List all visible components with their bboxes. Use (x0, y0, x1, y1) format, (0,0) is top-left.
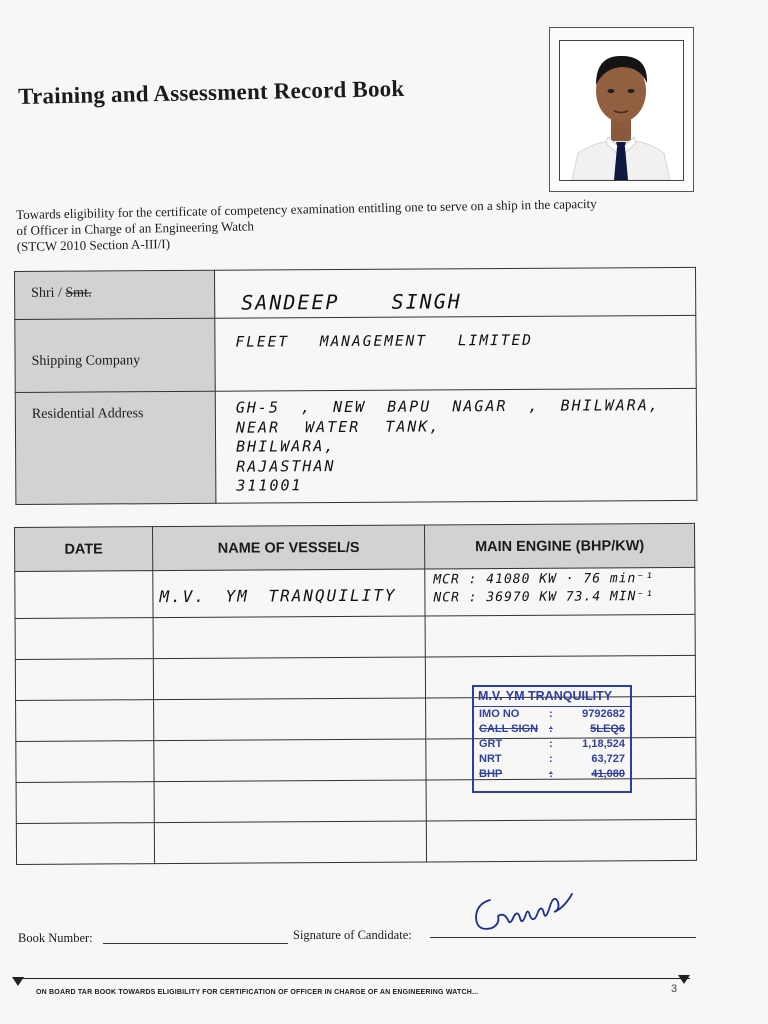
address-value-cell (215, 388, 697, 503)
address-value (236, 391, 697, 496)
empty-cell (426, 819, 696, 862)
cell-vessel (153, 569, 425, 618)
signature-label: Signature of Candidate: (293, 928, 412, 942)
intro-line: of Officer in Charge of an Engineering Watch (16, 218, 255, 238)
empty-cell (16, 741, 154, 783)
cell-date (15, 571, 153, 619)
empty-cell (154, 698, 426, 741)
vessel-name: M.V. YM TRANQUILITY (159, 585, 397, 607)
intro-line: Towards eligibility for the certificate of competency examination entitling one to serve on a ship in the capacity (16, 195, 597, 222)
empty-cell (15, 618, 153, 660)
footer-arrow-right-icon (678, 975, 690, 984)
stamp-key: CALL SIGN (479, 723, 539, 735)
empty-cell (16, 782, 154, 824)
intro-line: (STCW 2010 Section A-III/I) (16, 236, 171, 254)
stamp-key: IMO NO (479, 708, 520, 720)
stamp-title: M.V. YM TRANQUILITY (474, 687, 630, 707)
stamp-key: NRT (479, 753, 502, 765)
address-line: RAJASTHAN (236, 456, 336, 476)
stamp-key: GRT (479, 738, 503, 750)
empty-cell (153, 616, 425, 659)
name-label-cell (15, 270, 215, 319)
stamp-sep: : (549, 723, 553, 735)
company-name: FLEET MANAGEMENT LIMITED (235, 332, 534, 351)
address-line: GH-5 , NEW BAPU NAGAR , BHILWARA, (235, 396, 660, 417)
book-number-line (103, 943, 288, 944)
empty-cell (154, 821, 426, 864)
cell-engine (425, 567, 695, 616)
footer-rule (16, 978, 690, 979)
personal-details-table (14, 267, 697, 505)
stamp-sep: : (549, 768, 553, 780)
stamp-value: 63,727 (591, 753, 625, 765)
address-line: NEAR WATER TANK, (235, 416, 441, 437)
stamp-row (474, 737, 630, 752)
engine-mcr: MCR : 41080 KW · 76 min⁻¹ (433, 571, 655, 588)
candidate-photo (559, 40, 684, 181)
empty-cell (154, 739, 426, 782)
photo-frame (549, 27, 694, 192)
header-engine: MAIN ENGINE (BHP/KW) (424, 523, 694, 569)
engine-ncr: NCR : 36970 KW 73.4 MIN⁻¹ (433, 589, 655, 606)
stamp-value: 5LEQ6 (590, 723, 625, 735)
stamp-sep: : (549, 753, 553, 765)
address-label: Residential Address (31, 406, 144, 422)
name-label: Shri / Smt. (31, 285, 92, 301)
stamp-row (474, 752, 630, 767)
company-label-cell (15, 318, 215, 392)
stamp-value: 9792682 (582, 708, 625, 720)
stamp-value: 1,18,524 (582, 738, 625, 750)
ship-stamp (472, 685, 632, 793)
company-value-cell (215, 315, 696, 391)
candidate-signature (468, 886, 578, 943)
footer-arrow-left-icon (12, 977, 24, 986)
stamp-row (474, 722, 630, 737)
engine-details (425, 568, 694, 608)
header-vessel: NAME OF VESSEL/S (153, 525, 425, 571)
stamp-row (474, 707, 630, 722)
empty-cell (154, 780, 426, 823)
empty-cell (15, 659, 153, 701)
candidate-name: SANDEEP SINGH (241, 289, 462, 315)
address-label-cell (15, 391, 216, 504)
page-number: 3 (671, 983, 678, 995)
name-value-cell (214, 267, 695, 318)
stamp-key: BHP (479, 768, 503, 780)
empty-cell (153, 657, 425, 700)
empty-cell (425, 614, 695, 657)
empty-cell (16, 823, 154, 865)
address-line: BHILWARA, (236, 437, 336, 456)
intro-text (16, 194, 707, 255)
stamp-sep: : (549, 738, 553, 750)
stamp-value: 41,080 (591, 768, 625, 780)
stamp-sep: : (549, 708, 553, 720)
company-label: Shipping Company (31, 353, 141, 369)
footer-text: ON BOARD TAR BOOK TOWARDS ELIGIBILITY FOR CERTIFICATION OF OFFICER IN CHARGE OF AN ENGINEERING WATCH... (36, 989, 479, 996)
book-number-label: Book Number: (18, 931, 93, 945)
header-date: DATE (15, 527, 153, 572)
page-title: Training and Assessment Record Book (18, 75, 405, 109)
stamp-row (474, 767, 630, 782)
address-line: 311001 (236, 476, 303, 495)
empty-cell (16, 700, 154, 742)
